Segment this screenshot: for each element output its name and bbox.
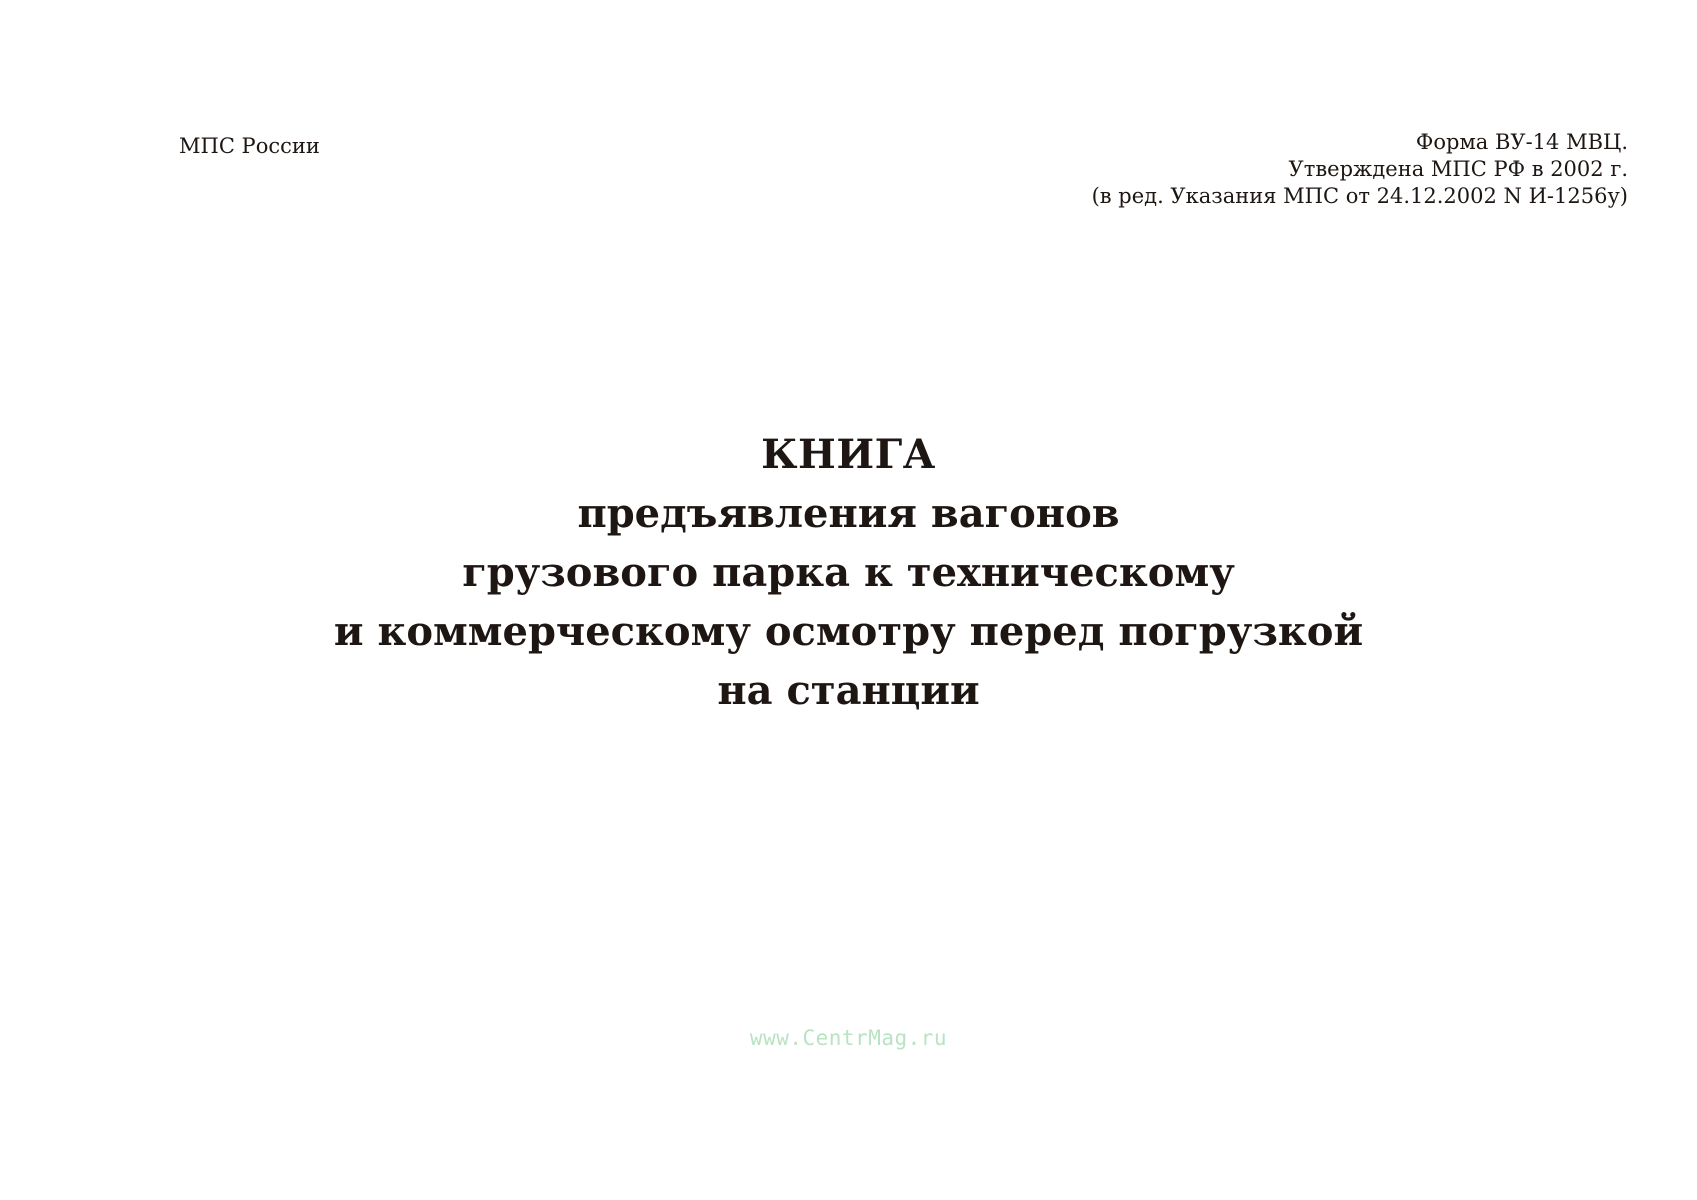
form-approval: Утверждена МПС РФ в 2002 г. xyxy=(1288,157,1628,181)
issuer-label: МПС России xyxy=(179,134,320,158)
title-line-3: и коммерческому осмотру перед погрузкой xyxy=(333,608,1364,655)
title-main: КНИГА xyxy=(761,431,936,478)
document-title xyxy=(0,425,1697,720)
form-number: Форма ВУ-14 МВЦ. xyxy=(1415,130,1628,154)
title-line-4: на станции xyxy=(717,667,980,714)
title-line-1: предъявления вагонов xyxy=(577,490,1120,537)
form-revision: (в ред. Указания МПС от 24.12.2002 N И-1256у) xyxy=(1091,184,1628,208)
title-line-2: грузового парка к техническому xyxy=(462,549,1235,596)
watermark-text: www.CentrMag.ru xyxy=(749,1026,948,1050)
form-info xyxy=(1092,129,1628,210)
